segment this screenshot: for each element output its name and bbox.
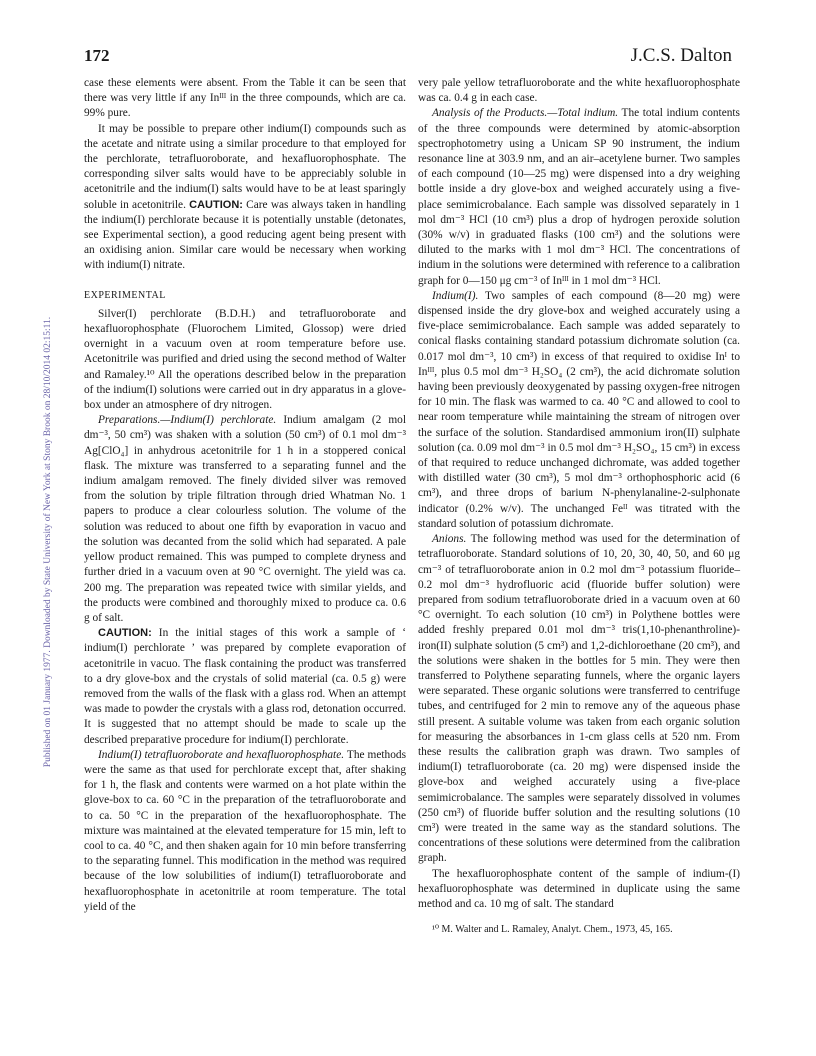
paragraph: The hexafluorophosphate content of the sample of indium-(I) hexafluorophosphate was determined in duplicate using the same method and ca. 10 mg of salt. The standard [418,867,740,910]
paragraph: CAUTION: In the initial stages of this work a sample of ‘ indium(I) perchlorate ’ was prepared by complete evaporation of acetonitrile in vacuo. The flask containing the product was transferred to a dry glove-box and the crystals of solid material (ca. 0.5 g) were removed from the walls of the flask with a glass rod. When an attempt was made to powder the crystals with a glass rod, detonation occurred. It is suggested that no attempt should be made to scale up the described preparative procedure for indium(I) perchlorate. [84,627,406,746]
footnote: ¹⁰ M. Walter and L. Ramaley, Analyt. Chem., 1973, 45, 165. [432,924,673,936]
paragraph: case these elements were absent. From the Table it can be seen that there was very little if any Inᴵᴵᴵ in the three compounds, which are ca. 99% pure. [84,77,406,120]
subsection-label: Preparations.—Indium(I) perchlorate. [98,414,277,427]
section-heading: EXPERIMENTAL [84,289,166,301]
caution-label: CAUTION: [98,627,152,640]
subsection-label: Anions. [432,533,467,546]
download-notice: Published on 01 January 1977. Downloaded by State University of New York at Stony Brook on 28/10/2014 02:15:11. [43,316,53,768]
journal-name: J.C.S. Dalton [630,45,732,66]
page-number: 172 [84,46,110,65]
paragraph: Indium(I) tetrafluoroborate and hexafluorophosphate. The methods were the same as that used for perchlorate except that, after shaking for 1 h, the flask and contents were warmed on a hot plate within the glove-box to ca. 60 °C in the preparation of the tetrafluoroborate and to ca. 50 °C in the preparation of the hexafluorophosphate. The mixture was maintained at the elevated temperature for 15 min, left to cool to ca. 40 °C, and then shaken again for 10 min before transferring to the separating funnel. This modification in the method was required because of the low solubilities of indium(I) tetrafluoroborate and hexafluorophosphate in acetonitrile at room temperature. The total yield of the [84,748,406,913]
paragraph: Silver(I) perchlorate (B.D.H.) and tetrafluoroborate and hexafluorophosphate (Fluorochem Limited, Glossop) were dried overnight in a vacuum oven at room temperature before use. Acetonitrile was purified and dried using the second method of Walter and Ramaley.¹⁰ All the operations described below in the preparation of the indium(I) solutions were carried out in dry apparatus in a glove-box under an atmosphere of dry nitrogen. [84,307,406,412]
paragraph: very pale yellow tetrafluoroborate and the white hexafluorophosphate was ca. 0.4 g in each case. [418,77,740,105]
subsection-label: Indium(I). [432,289,479,302]
paragraph: Analysis of the Products.—Total indium. The total indium contents of the three compounds were determined by atomic-absorption spectrophotometry using a Unicam SP 90 instrument, the indium resonance line at 303.9 nm, and an air–acetylene burner. Two samples of each compound (10—25 mg) were dispensed into a dry weighing bottle inside a dry glove-box and weighed accurately using a five-place semimicrobalance. Each sample was dissolved separately in 1 mol dm⁻³ HCl (10 cm³) plus a drop of hydrogen peroxide solution (30% w/v) in graduated flasks (100 cm³) and the solutions were diluted to the marks with 1 mol dm⁻³ HCl. The concentrations of indium in the solutions were determined with reference to a calibration graph for 0—150 μg cm⁻³ of Inᴵᴵᴵ in 1 mol dm⁻³ HCl. [418,107,740,287]
subsection-label: Indium(I) tetrafluoroborate and hexafluorophosphate. [98,748,345,761]
page-header [84,46,732,68]
paragraph: Anions. The following method was used for the determination of tetrafluoroborate. Standard solutions of 10, 20, 30, 40, 50, and 60 μg cm⁻³ of tetrafluoroborate anion in 0.2 mol dm⁻³ potassium fluoride–0.2 mol dm⁻³ hydrofluoric acid (fluoride buffer solution) were prepared from sodium tetrafluoroborate dried in a vacuum oven at 60 °C overnight. To each solution (10 cm³) in Polythene bottles were added freshly prepared 0.01 mol dm⁻³ tris(1,10-phenanthroline)-iron(II) sulphate solution (5 cm³) and 1,2-dichloroethane (20 cm³), and the solutions were shaken in the bottles for 5 min. They were then transferred to Polythene separating funnels, where the organic layers were separated. These organic solutions were transferred to centrifuge tubes, and centrifuged for 2 min to remove any of the aqueous phase still present. A suitable volume was taken from each organic solution for measuring the absorbances in 1-cm glass cells at 520 nm. From these results the calibration graph was drawn. Two samples of indium(I) tetrafluoroborate (ca. 20 mg) were dispensed inside the glove-box and weighed accurately using a five-place semimicrobalance. The samples were separately dissolved in volumes (250 cm³) of fluoride buffer solution and the resulting solutions (10 cm³) were treated in the same way as the standard solutions. The concentrations of these solutions were determined from the calibration graph. [418,533,740,865]
subsection-label: Analysis of the Products.—Total indium. [432,107,619,120]
right-column [418,76,740,937]
paragraph: It may be possible to prepare other indium(I) compounds such as the acetate and nitrate using a similar procedure to that employed for the perchlorate, tetrafluoroborate, and hexafluorophosphate. The corresponding silver salts would have to be appreciably soluble in acetonitrile and the indium(I) salts would have to be at least sparingly soluble in acetonitrile. CAUTION: Care was always taken in handling the indium(I) perchlorate because it is potentially unstable (detonates, see Experimental section), a good reducing agent being present with an oxidising anion. Similar care would be necessary when working with indium(I) nitrate. [84,122,406,272]
paragraph: Indium(I). Two samples of each compound (8—20 mg) were dispensed inside the dry glove-box and weighed accurately using a five-place semimicrobalance. Each sample was added separately to conical flasks containing standard potassium dichromate solution (ca. 0.017 mol dm⁻³, 10 cm³) in excess of that required to oxidise Inᴵ to Inᴵᴵᴵ, plus 0.5 mol dm⁻³ H₂SO₄ (2 cm³), the acid dichromate solution having been previously deoxygenated by passing oxygen-free nitrogen for 10 min. The flask was warmed to ca. 40 °C and allowed to cool to near room temperature while maintaining the stream of nitrogen over the surface of the solution. Standardised ammonium iron(II) sulphate solution (ca. 0.09 mol dm⁻³ in 0.5 mol dm⁻³ H₂SO₄, 15 cm³) in excess of that required to reduce unchanged dichromate, was added together with distilled water (30 cm³), 5 mol dm⁻³ orthophosphoric acid (6 cm³), and three drops of barium N-phenylanaline-2-sulphonate indicator (0.2% w/v). The unchanged Feᴵᴵ was titrated with the standard solution of potassium dichromate. [418,289,741,530]
left-column [84,76,406,915]
paragraph: Preparations.—Indium(I) perchlorate. Indium amalgam (2 mol dm⁻³, 50 cm³) was shaken with a solution (50 cm³) of 0.1 mol dm⁻³ Ag[ClO₄] in anhydrous acetonitrile for 1 h in a stoppered conical flask. The mixture was transferred to a separating funnel and the indium amalgam removed. The finely divided silver was removed from the solution by triple filtration through dried Whatman No. 1 papers to produce a clear colourless solution. The volume of the solution was reduced to about one fifth by evaporation in vacuo and the solution was decanted from the solid which had separated. A pale yellow product remained. This was pumped to complete dryness and further dried in a vacuum oven at 90 °C overnight. The yield was ca. 200 mg. The preparation was repeated twice with similar yields, and the products were combined and thoroughly mixed to produce ca. 0.6 g of salt. [84,414,406,624]
caution-label: CAUTION: [189,198,243,211]
